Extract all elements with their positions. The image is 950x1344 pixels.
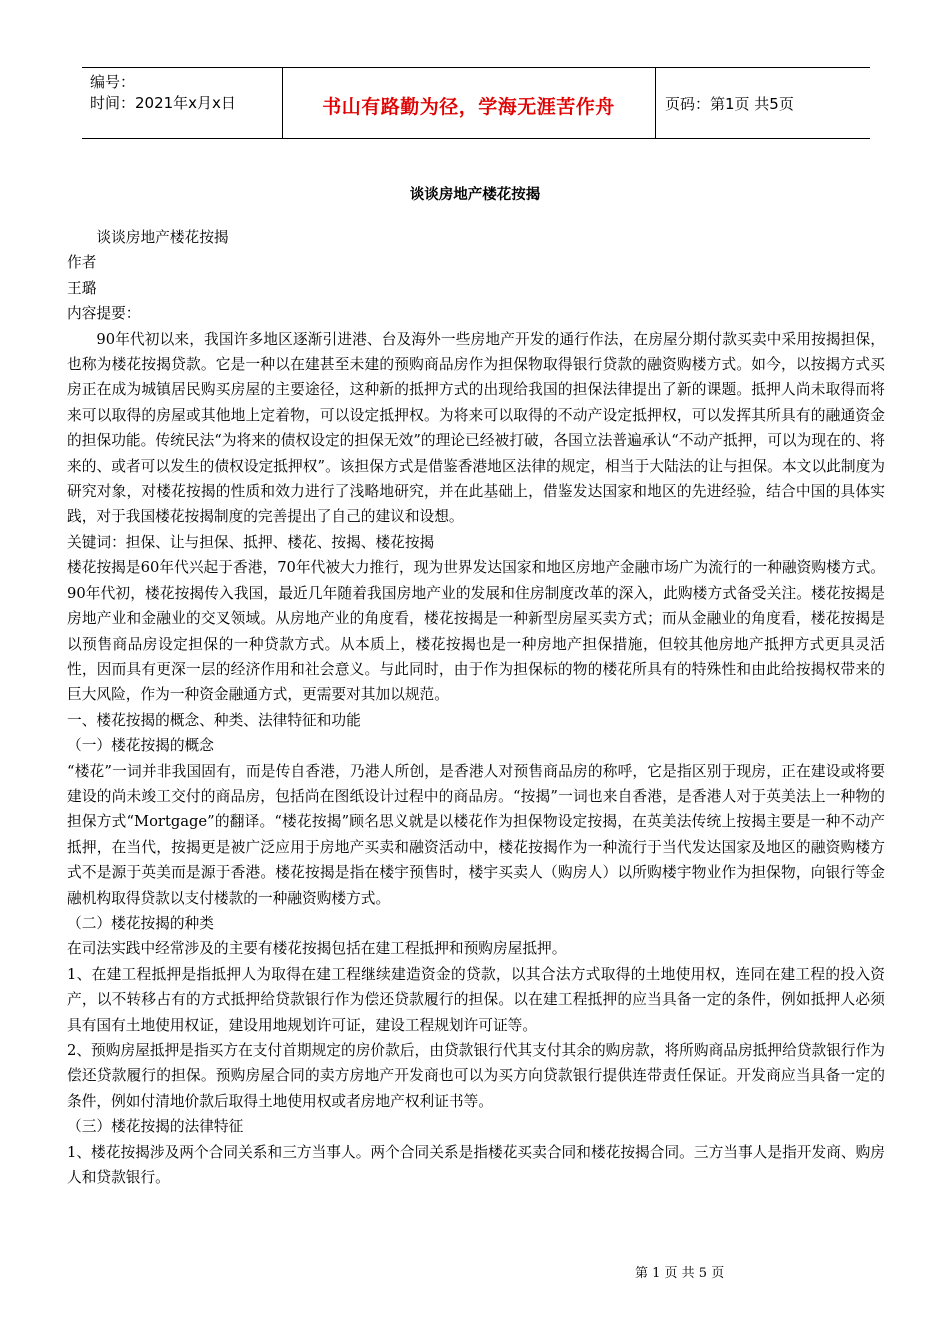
paragraph: 作者 bbox=[67, 254, 97, 272]
paragraph: （三）楼花按揭的法律特征 bbox=[67, 1118, 244, 1136]
paragraph: 一、楼花按揭的概念、种类、法律特征和功能 bbox=[67, 711, 361, 729]
header-meta bbox=[90, 72, 236, 114]
header-motto: 书山有路勤为径，学海无涯苦作舟 bbox=[322, 96, 615, 118]
number-label: 编号： bbox=[90, 73, 136, 91]
document-body bbox=[67, 225, 885, 1190]
paragraph: 关键词：担保、让与担保、抵押、楼花、按揭、楼花按揭 bbox=[67, 533, 435, 551]
paragraph: 王璐 bbox=[67, 279, 97, 297]
paragraph: 1、在建工程抵押是指抵押人为取得在建工程继续建造资金的贷款，以其合法方式取得的土地使用权，连同在建工程的投入资产，以不转移占有的方式抵押给贷款银行作为偿还贷款履行的担保。以在建工程抵押的应当具备一定的条件，例如抵押人必须具有国有土地使用权证，建设用地规划许可证，建设工程规划许可证等。 bbox=[67, 965, 885, 1034]
paragraph: 1、楼花按揭涉及两个合同关系和三方当事人。两个合同关系是指楼花买卖合同和楼花按揭合同。三方当事人是指开发商、购房人和贷款银行。 bbox=[67, 1143, 885, 1187]
paragraph: 90年代初以来，我国许多地区逐渐引进港、台及海外一些房地产开发的通行作法，在房屋分期付款买卖中采用按揭担保，也称为楼花按揭贷款。它是一种以在建甚至未建的预购商品房作为担保物取得银行贷款的融资购楼方式。如今，以按揭方式买房正在成为城镇居民购买房屋的主要途径，这种新的抵押方式的出现给我国的担保法律提出了新的课题。抵押人尚未取得而将来可以取得的房屋或其他地上定着物，可以设定抵押权。为将来可以取得的不动产设定抵押权，可以发挥其所具有的融通资金的担保功能。传统民法“为将来的债权设定的担保无效”的理论已经被打破，各国立法普遍承认“不动产抵押，可以为现在的、将来的、或者可以发生的债权设定抵押权”。该担保方式是借鉴香港地区法律的规定，相当于大陆法的让与担保。本文以此制度为研究对象，对楼花按揭的性质和效力进行了浅略地研究，并在此基础上，借鉴发达国家和地区的先进经验，结合中国的具体实践，对于我国楼花按揭制度的完善提出了自己的建议和设想。 bbox=[67, 330, 885, 526]
paragraph: 谈谈房地产楼花按揭 bbox=[96, 229, 229, 246]
paragraph: 内容提要： bbox=[67, 305, 141, 323]
header-page-info: 页码：第1页 共5页 bbox=[665, 95, 794, 113]
page-footer: 第 1 页 共 5 页 bbox=[635, 1266, 725, 1281]
paragraph: （二）楼花按揭的种类 bbox=[67, 914, 214, 932]
time-label: 时间：2021年x月x日 bbox=[90, 94, 236, 112]
paragraph: 在司法实践中经常涉及的主要有楼花按揭包括在建工程抵押和预购房屋抵押。 bbox=[67, 940, 567, 958]
header-table bbox=[82, 67, 870, 139]
paragraph: 2、预购房屋抵押是指买方在支付首期规定的房价款后，由贷款银行代其支付其余的购房款，将所购商品房抵押给贷款银行作为偿还贷款履行的担保。预购房屋合同的卖方房地产开发商也可以为买方向贷款银行提供连带责任保证。开发商应当具备一定的条件，例如付清地价款后取得土地使用权或者房地产权利证书等。 bbox=[67, 1042, 885, 1110]
header-divider bbox=[655, 68, 656, 138]
paragraph: （一）楼花按揭的概念 bbox=[67, 737, 214, 755]
paragraph: 楼花按揭是60年代兴起于香港，70年代被大力推行，现为世界发达国家和地区房地产金融市场广为流行的一种融资购楼方式。90年代初，楼花按揭传入我国，最近几年随着我国房地产业的发展和住房制度改革的深入，此购楼方式备受关注。楼花按揭是房地产业和金融业的交叉领域。从房地产业的角度看，楼花按揭是一种新型房屋买卖方式；而从金融业的角度看，楼花按揭是以预售商品房设定担保的一种贷款方式。从本质上，楼花按揭也是一种房地产担保措施，但较其他房地产抵押方式更具灵活性，因而具有更深一层的经济作用和社会意义。与此同时，由于作为担保标的物的楼花所具有的特殊性和由此给按揭权带来的巨大风险，作为一种资金融通方式，更需要对其加以规范。 bbox=[67, 559, 885, 704]
paragraph: “楼花”一词并非我国固有，而是传自香港，乃港人所创，是香港人对预售商品房的称呼，它是指区别于现房，正在建设或将要建设的尚未竣工交付的商品房，包括尚在图纸设计过程中的商品房。“按揭”一词也来自香港，是香港人对于英美法上一种物的担保方式“Mortgage”的翻译。“楼花按揭”顾名思义就是以楼花作为担保物设定按揭，在英美法传统上按揭主要是一种不动产抵押，在当代，按揭更是被广泛应用于房地产买卖和融资活动中，楼花按揭作为一种流行于当代发达国家及地区的融资购楼方式不是源于英美而是源于香港。楼花按揭是指在楼宇预售时，楼宇买卖人（购房人）以所购楼宇物业作为担保物，向银行等金融机构取得贷款以支付楼款的一种融资购楼方式。 bbox=[67, 762, 885, 907]
document-title: 谈谈房地产楼花按揭 bbox=[409, 187, 541, 203]
